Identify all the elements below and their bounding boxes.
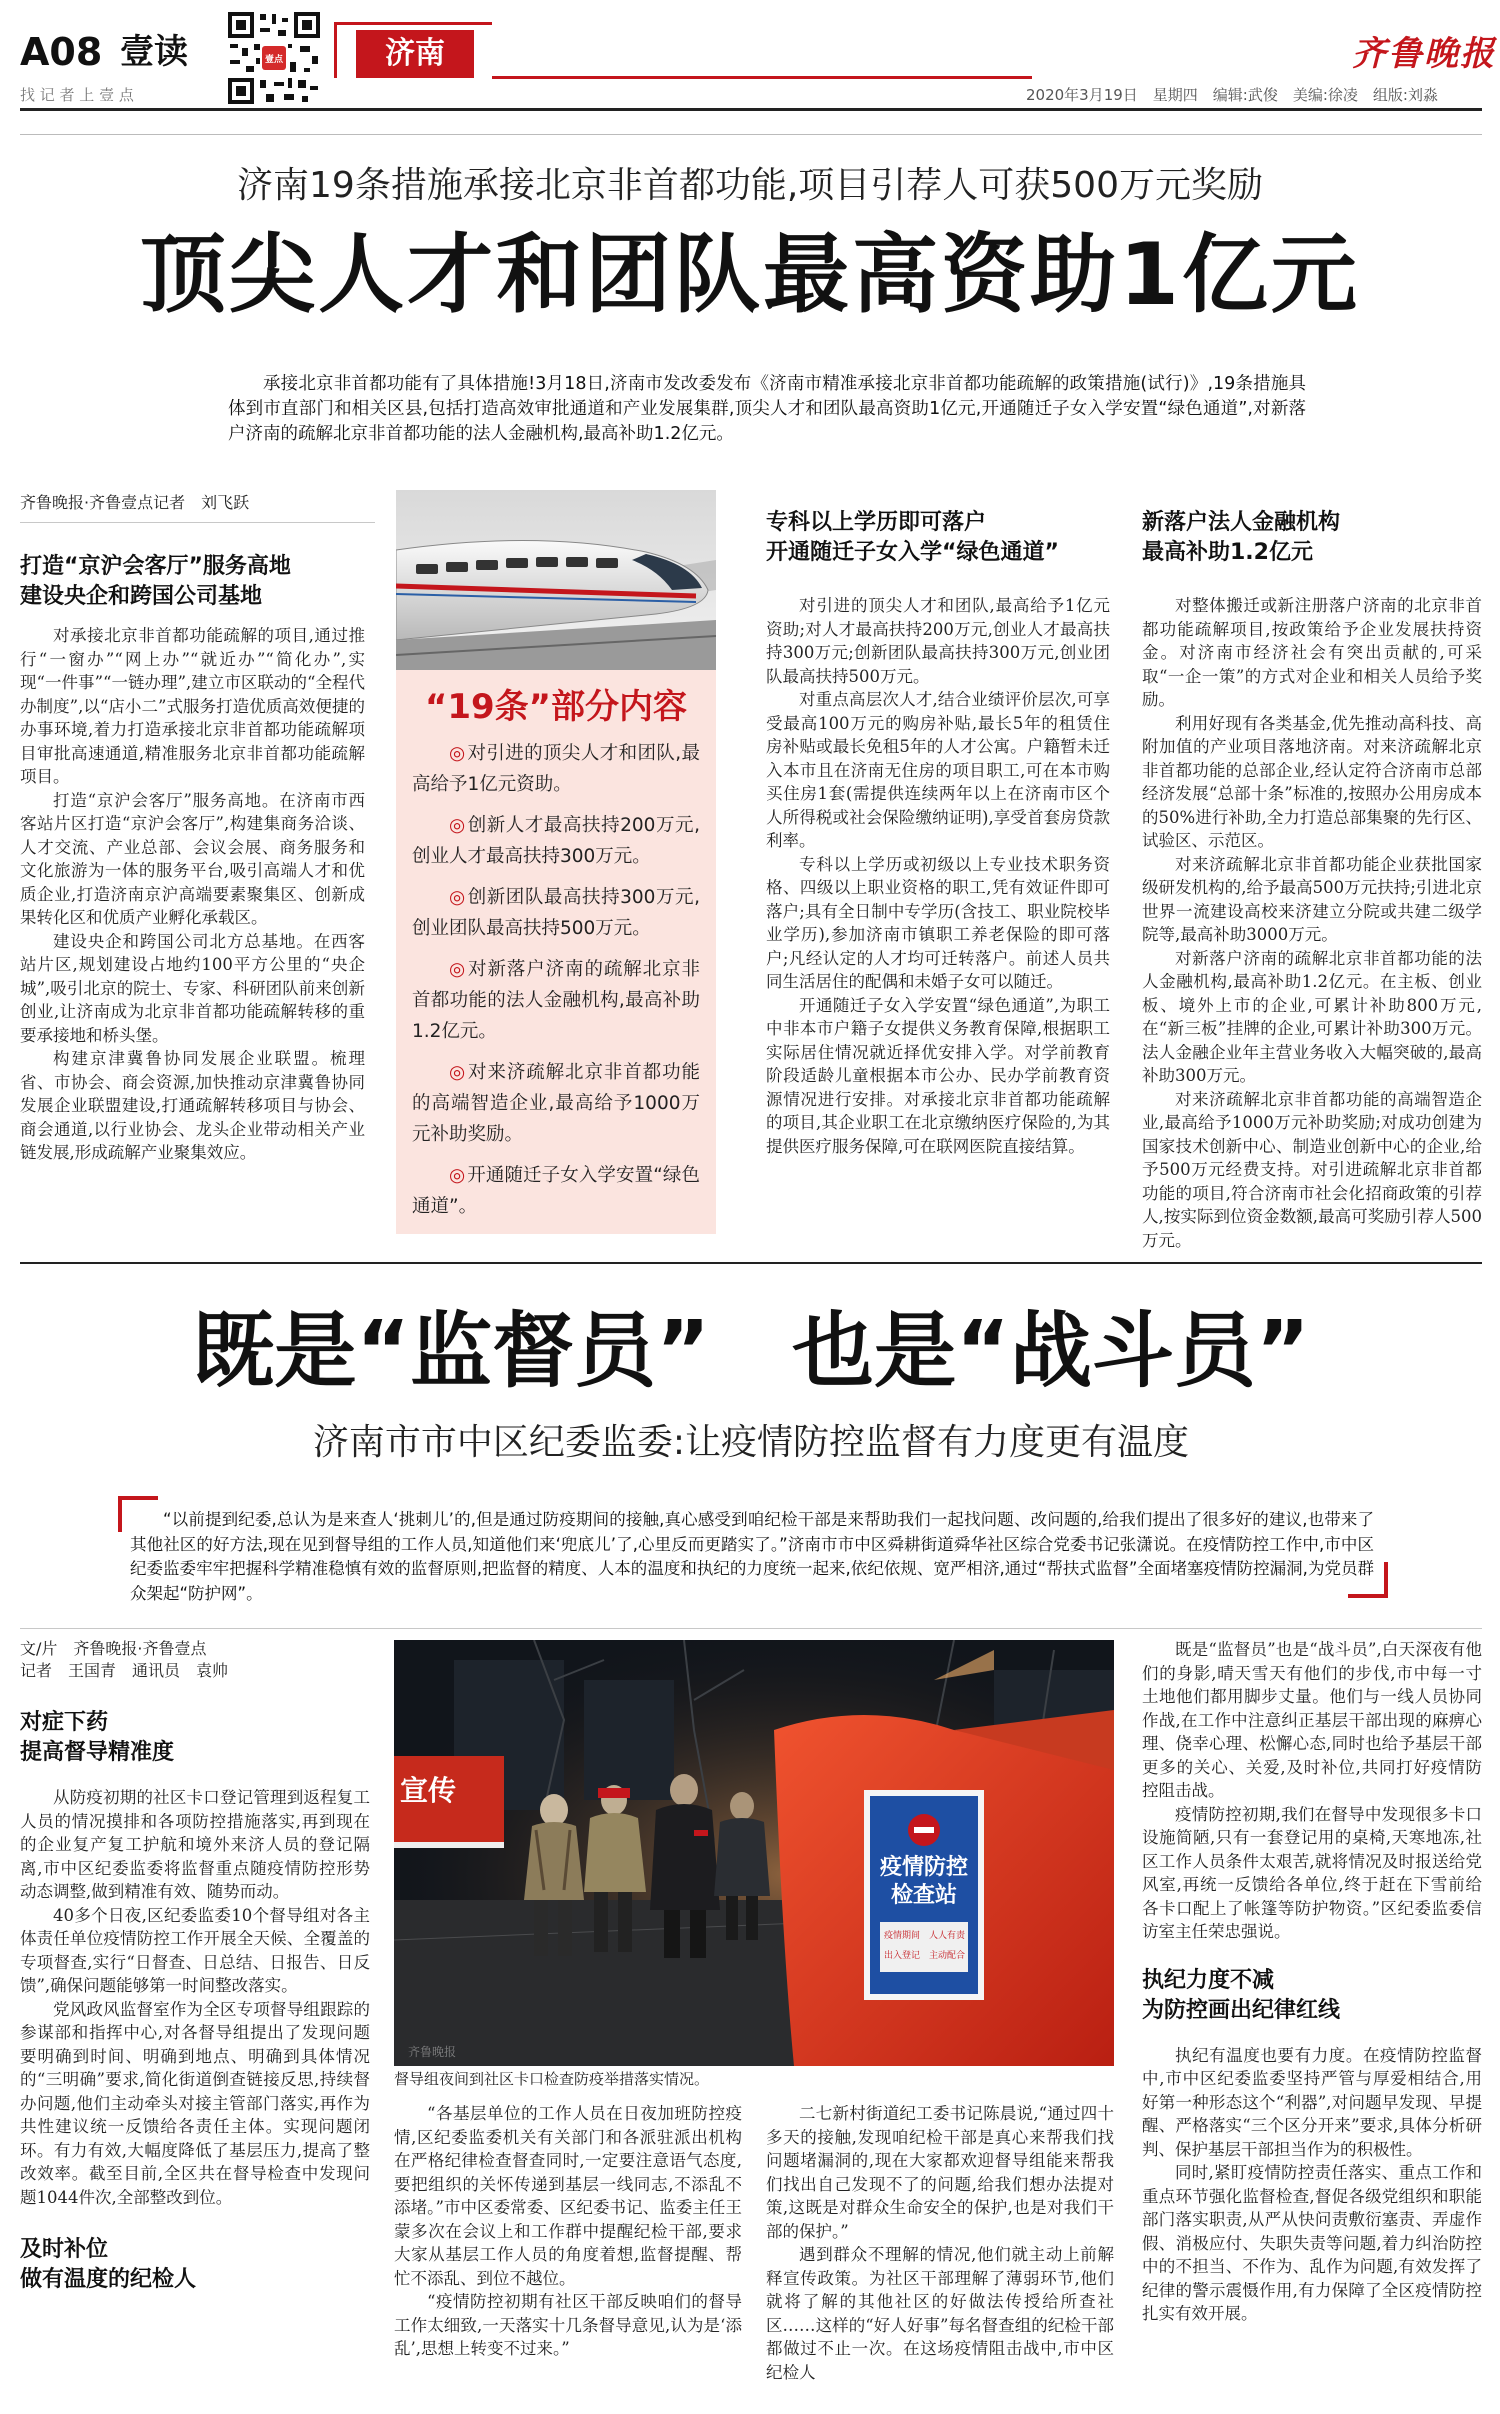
- masthead-sub: 找 记 者 上 壹 点: [20, 86, 134, 104]
- divider: [20, 1628, 1482, 1629]
- bullet-icon: ◎: [449, 887, 466, 908]
- page-number: A08: [20, 30, 103, 74]
- box-item: [412, 1160, 700, 1222]
- box-item-text: 创新团队最高扶持300万元,创业团队最高扶持500万元。: [412, 887, 700, 939]
- night-checkpoint-photo: [394, 1640, 1114, 2066]
- subhead: 新落户法人金融机构 最高补助1.2亿元: [1142, 510, 1341, 565]
- paragraph: 对承接北京非首都功能疏解的项目,通过推行“一窗办”“网上办”“就近办”“简化办”,实现“一件事”“一链办理”,建立市区联动的“全程代办制度”,以“店小二”式服务打造优质高效便捷的办事环境,着力打造承接北京非首都功能疏解项目审批高速通道,精准服务北京非首都功能疏解项目。: [20, 626, 365, 786]
- masthead-rule-thin: [20, 134, 1482, 135]
- box-item-text: 开通随迁子女入学安置“绿色通道”。: [412, 1165, 700, 1217]
- paragraphs: [1142, 2044, 1482, 2326]
- paragraphs: [1142, 594, 1482, 1252]
- subhead: 执纪力度不减 为防控画出纪律红线: [1142, 1967, 1341, 2023]
- subhead: 专科以上学历即可落户 开通随迁子女入学“绿色通道”: [766, 510, 1059, 565]
- paragraph: 疫情防控初期,我们在督导中发现很多卡口设施简陋,只有一套登记用的桌椅,天寒地冻,社区工作人员条件太艰苦,就将情况及时报送给党风室,再统一反馈给各单位,终于赶在下雪前给各卡口配上了帐篷等防护物资。”区纪委监委信访室主任荣忠强说。: [1142, 1804, 1482, 1941]
- qr-code: [226, 10, 322, 106]
- article2-deck: 济南市市中区纪委监委:让疫情防控监督有力度更有温度: [312, 1422, 1190, 1463]
- paragraph: 遇到群众不理解的情况,他们就主动上前解释宣传政策。为社区干部理解了薄弱环节,他们就将了解的其他社区的好做法传授给所查社区……这样的“好人好事”每名督查组的纪检干部都做过不止一次。在这场疫情阻击战中,市中区纪检人: [766, 2245, 1114, 2382]
- box-item-text: 对来济疏解北京非首都功能的高端智造企业,最高给予1000万元补助奖励。: [412, 1062, 700, 1145]
- box-item: [412, 954, 700, 1047]
- paragraph: 对整体搬迁或新注册落户济南的北京非首都功能疏解项目,按政策给予企业发展扶持资金。对济南市经济社会有突出贡献的,可采取“一企一策”的方式对企业和相关人员给予奖励。: [1142, 596, 1482, 709]
- svg-text:人人有责: 人人有责: [929, 1931, 966, 1941]
- section-divider: [20, 1262, 1482, 1264]
- article2-col4: [1142, 1638, 1482, 2326]
- article2-quote: “以前提到纪委,总认为是来查人‘挑刺儿’的,但是通过防疫期间的接触,真心感受到咱纪检干部是来帮助我们一起找问题、改问题的,给我们提出了很多好的建议,也带来了其他社区的好方法,现在见到督导组的工作人员,知道他们来‘兜底儿’了,心里反而更踏实了。”济南市市中区舜耕街道舜华社区综合党委书记张潇说。在疫情防控工作中,市中区纪委监委牢牢把握科学精准稳慎有效的监督原则,把监督的精度、人本的温度和执纪的力度统一起来,依纪依规、宽严相济,通过“帮扶式监督”全面堵塞疫情防控漏洞,为党员群众架起“防护网”。: [130, 1510, 1374, 1603]
- paragraphs: [1142, 1638, 1482, 1944]
- box-items: [412, 738, 700, 1222]
- paragraph: 构建京津冀鲁协同发展企业联盟。梳理省、市协会、商会资源,加快推动京津冀鲁协同发展企业联盟建设,打通疏解转移项目与协会、商会通道,以行业协会、龙头企业带动相关产业链发展,形成疏解产业聚集效应。: [20, 1049, 365, 1162]
- paragraphs: [766, 594, 1110, 1158]
- byline-line2: 记者 王国青 通讯员 袁帅: [20, 1661, 229, 1680]
- paragraph: 建设央企和跨国公司北方总基地。在西客站片区,规划建设占地约100平方公里的“央企城”,吸引北京的院士、专家、科研团队前来创新创业,让济南成为北京非首都功能疏解转移的重要承接地和桥头堡。: [20, 931, 365, 1045]
- column-label: 济南: [356, 30, 474, 78]
- svg-text:壹点: 壹点: [264, 55, 284, 65]
- bullet-icon: ◎: [449, 743, 466, 764]
- article1-col3: [766, 508, 1110, 1158]
- paragraph: “各基层单位的工作人员在日夜加班防控疫情,区纪委监委机关有关部门和各派驻派出机构在严格纪律检查督查同时,一定要注意语气态度,要把组织的关怀传递到基层一线同志,不添乱不添堵。”市中区委常委、区纪委书记、监委主任王蒙多次在会议上和工作群中提醒纪检干部,要求大家从基层工作人员的角度着想,监督提醒、帮忙不添乱、到位不越位。: [394, 2104, 742, 2288]
- column-rule: [492, 76, 1032, 79]
- photo-watermark: [408, 2044, 456, 2059]
- newspaper-logo: 齐鲁晚报: [1352, 34, 1496, 74]
- paragraph: 开通随迁子女入学安置“绿色通道”,为职工中非本市户籍子女提供义务教育保障,根据职工实际居住情况就近择优安排入学。对学前教育阶段适龄儿童根据本市公办、民办学前教育资源情况进行安排。对承接北京非首都功能疏解的项目,其企业职工在北京缴纳医疗保险的,为其提供医疗服务保障,可在联网医院直接结算。: [766, 995, 1110, 1156]
- paragraph: 专科以上学历或初级以上专业技术职务资格、四级以上职业资格的职工,凭有效证件即可落户;具有全日制中专学历(含技工、职业院校毕业学历),参加济南市镇职工养老保险的即可落户;凡经认定的人才均可迁转落户。前述人员共同生活居住的配偶和未婚子女可以随迁。: [766, 854, 1110, 991]
- paragraph: 打造“京沪会客厅”服务高地。在济南市西客站片区打造“京沪会客厅”,构建集商务洽谈、人才交流、产业总部、会议会展、商务服务和文化旅游为一体的服务平台,吸引高端人才和优质企业,打造济南京沪高端要素聚集区、创新成果转化区和优质产业孵化承载区。: [20, 790, 365, 927]
- paragraph: 对重点高层次人才,结合业绩评价层次,可享受最高100万元的购房补贴,最长5年的租赁住房补贴或最长免租5年的人才公寓。户籍暂未迁入本市且在济南无住房的项目职工,可在本市购买住房1套(需提供连续两年以上在济南市区个人所得税或社会保险缴纳证明),享受首套房贷款利率。: [766, 690, 1110, 850]
- paragraphs: [20, 624, 365, 1165]
- box-title: “19条”部分内容: [424, 687, 687, 727]
- bullet-icon: ◎: [449, 1062, 467, 1083]
- paragraph: “疫情防控初期有社区干部反映咱们的督导工作太细致,一天落实十几条督导意见,认为是‘添乱’,思想上转变不过来。”: [394, 2292, 742, 2358]
- bullet-icon: ◎: [449, 1165, 466, 1186]
- article2-headline: 既是“监督员” 也是“战斗员”: [192, 1304, 1310, 1399]
- box-item: [412, 1057, 700, 1150]
- paragraph: 对新落户济南的疏解北京非首都功能的法人金融机构,最高补助1.2亿元。在主板、创业板、境外上市的企业,可累计补助800万元,在“新三板”挂牌的企业,可累计补助300万元。法人金融企业年主营业务收入大幅突破的,最高补助300万元。: [1142, 948, 1482, 1085]
- paragraphs: [394, 2102, 742, 2361]
- bullet-icon: ◎: [449, 959, 467, 980]
- article2-col3: [766, 2102, 1114, 2384]
- paragraph: 同时,紧盯疫情防控责任落实、重点工作和重点环节强化监督检查,督促各级党组织和职能部门落实职责,从严从快问责敷衍塞责、弄虚作假、消极应付、失职失责等问题,着力纠治防控中的不担当、不作为、乱作为问题,有效发挥了纪律的警示震慑作用,有力保障了全区疫情防控扎实有效开展。: [1142, 2163, 1482, 2323]
- paragraph: 既是“监督员”也是“战斗员”,白天深夜有他们的身影,晴天雪天有他们的步伐,市中每一寸土地他们都用脚步丈量。他们与一线人员协同作战,在工作中注意纠正基层干部出现的麻痹心理、侥幸心理、松懈心态,同时也给予基层干部更多的关心、关爱,及时补位,共同打好疫情防控阻击战。: [1142, 1640, 1482, 1800]
- box-item-text: 对新落户济南的疏解北京非首都功能的法人金融机构,最高补助1.2亿元。: [412, 959, 700, 1042]
- article1-byline: 齐鲁晚报·齐鲁壹点记者 刘飞跃: [20, 493, 250, 512]
- paragraph: 40多个日夜,区纪委监委10个督导组对各主体责任单位疫情防控工作开展全天候、全覆盖的专项督查,实行“日督查、日总结、日报告、日反馈”,确保问题能够第一时间整改落实。: [20, 1905, 370, 1995]
- article1-kicker: 济南19条措施承接北京非首都功能,项目引荐人可获500万元奖励: [237, 165, 1263, 206]
- box-item: [412, 738, 700, 800]
- paragraph: 对来济疏解北京非首都功能企业获批国家级研发机构的,给予最高500万元扶持;引进北京世界一流建设高校来济建立分院或共建二级学院等,最高补助3000万元。: [1142, 854, 1482, 944]
- key-points-box: [396, 670, 716, 1234]
- masthead-rule: [20, 108, 1482, 111]
- svg-text:主动配合: 主动配合: [929, 1951, 966, 1961]
- article2-col2: [394, 2102, 742, 2361]
- bullet-icon: ◎: [449, 815, 466, 836]
- photo-caption: 督导组夜间到社区卡口检查防疫举措落实情况。: [394, 2070, 710, 2088]
- svg-text:出入登记: 出入登记: [884, 1951, 921, 1961]
- article1-col4: [1142, 508, 1482, 1252]
- svg-text:齐鲁晚报: 齐鲁晚报: [408, 2045, 457, 2059]
- box-item: [412, 810, 700, 872]
- train-photo: [396, 490, 716, 670]
- paragraph: 二七新村街道纪工委书记陈晨说,“通过四十多天的接触,发现咱纪检干部是真心来帮我们找问题堵漏洞的,现在大家都欢迎督导组能来帮我们找出自己发现不了的问题,给我们想办法提对策,这既是对群众生命安全的保护,也是对我们干部的保护。”: [766, 2104, 1114, 2241]
- paragraphs: [20, 1786, 370, 2209]
- checkpoint-sign-2: 检查站: [890, 1883, 958, 1908]
- paragraph: 对来济疏解北京非首都功能的高端智造企业,最高给予1000万元补助奖励;对成功创建为国家技术创新中心、制造业创新中心的企业,给予500万元经费支持。对引进疏解北京非首都功能的项目,符合济南市社会化招商政策的引荐人,按实际到位资金数额,最高可奖励引荐人500万元。: [1142, 1089, 1482, 1250]
- byline-line1: 文/片 齐鲁晚报·齐鲁壹点: [20, 1639, 207, 1658]
- paragraph: 党风政风监督室作为全区专项督导组跟踪的参谋部和指挥中心,对各督导组提出了发现问题要明确到时间、明确到地点、明确到具体情况的“三明确”要求,简化街道倒查链接反思,持续督办问题,他们主动牵头对接主管部门落实,再作为共性建议统一反馈给各责任主体。实现问题闭环。有力有效,大幅度降低了基层压力,提高了整改效率。截至目前,全区共在督导检查中发现问题1044件次,全部整改到位。: [20, 1999, 370, 2207]
- divider: [20, 522, 375, 523]
- article1-lead: 承接北京非首都功能有了具体措施!3月18日,济南市发改委发布《济南市精准承接北京非首都功能疏解的政策措施(试行)》,19条措施具体到市直部门和相关区县,包括打造高效审批通道和产业发展集群,顶尖人才和团队最高资助1亿元,开通随迁子女入学安置“绿色通道”,对新落户济南的疏解北京非首都功能的法人金融机构,最高补助1.2亿元。: [228, 374, 1306, 444]
- paragraph: 从防疫初期的社区卡口登记管理到返程复工人员的情况摸排和各项防控措施落实,再到现在的企业复产复工护航和境外来济人员的登记隔离,市中区纪委监委将监督重点随疫情防控形势动态调整,做到精准有效、随势而动。: [20, 1788, 370, 1901]
- box-item: [412, 882, 700, 944]
- box-item-text: 对引进的顶尖人才和团队,最高给予1亿元资助。: [412, 743, 700, 795]
- subhead: 对症下药 提高督导精准度: [20, 1710, 175, 1765]
- paragraph: 利用好现有各类基金,优先推动高科技、高附加值的产业项目落地济南。对来济疏解北京非首都功能的总部企业,经认定符合济南市总部经济发展“总部十条”标准的,按照办公用房成本的50%进行补助,全力打造总部集聚的先行区、试验区、示范区。: [1142, 713, 1482, 850]
- article1-headline: 顶尖人才和团队最高资助1亿元: [140, 225, 1360, 325]
- subhead: 及时补位 做有温度的纪检人: [20, 2237, 197, 2292]
- article1-col1: [20, 552, 365, 1165]
- section-name: 壹读: [120, 32, 188, 72]
- subhead: 打造“京沪会客厅”服务高地 建设央企和跨国公司基地: [20, 554, 291, 609]
- banner-text: 宣传: [400, 1774, 457, 1807]
- paragraph: 执纪有温度也要有力度。在疫情防控监督中,市中区纪委监委坚持严管与厚爱相结合,用好第一种形态这个“利器”,对问题早发现、早提醒、严格落实“三个区分开来”要求,具体分析研判、保护基层干部担当作为的积极性。: [1142, 2045, 1482, 2159]
- checkpoint-sign: 疫情防控: [879, 1855, 969, 1880]
- article2-col1: [20, 1638, 370, 2295]
- date-line: 2020年3月19日 星期四 编辑:武俊 美编:徐凌 组版:刘淼: [1026, 86, 1438, 104]
- paragraphs: [766, 2102, 1114, 2384]
- box-item-text: 创新人才最高扶持200万元,创业人才最高扶持300万元。: [412, 815, 700, 867]
- paragraph: 对引进的顶尖人才和团队,最高给予1亿元资助;对人才最高扶持200万元,创业人才最高扶持300万元;创新团队最高扶持300万元,创业团队最高扶持500万元。: [766, 596, 1110, 686]
- svg-text:疫情期间: 疫情期间: [884, 1931, 921, 1941]
